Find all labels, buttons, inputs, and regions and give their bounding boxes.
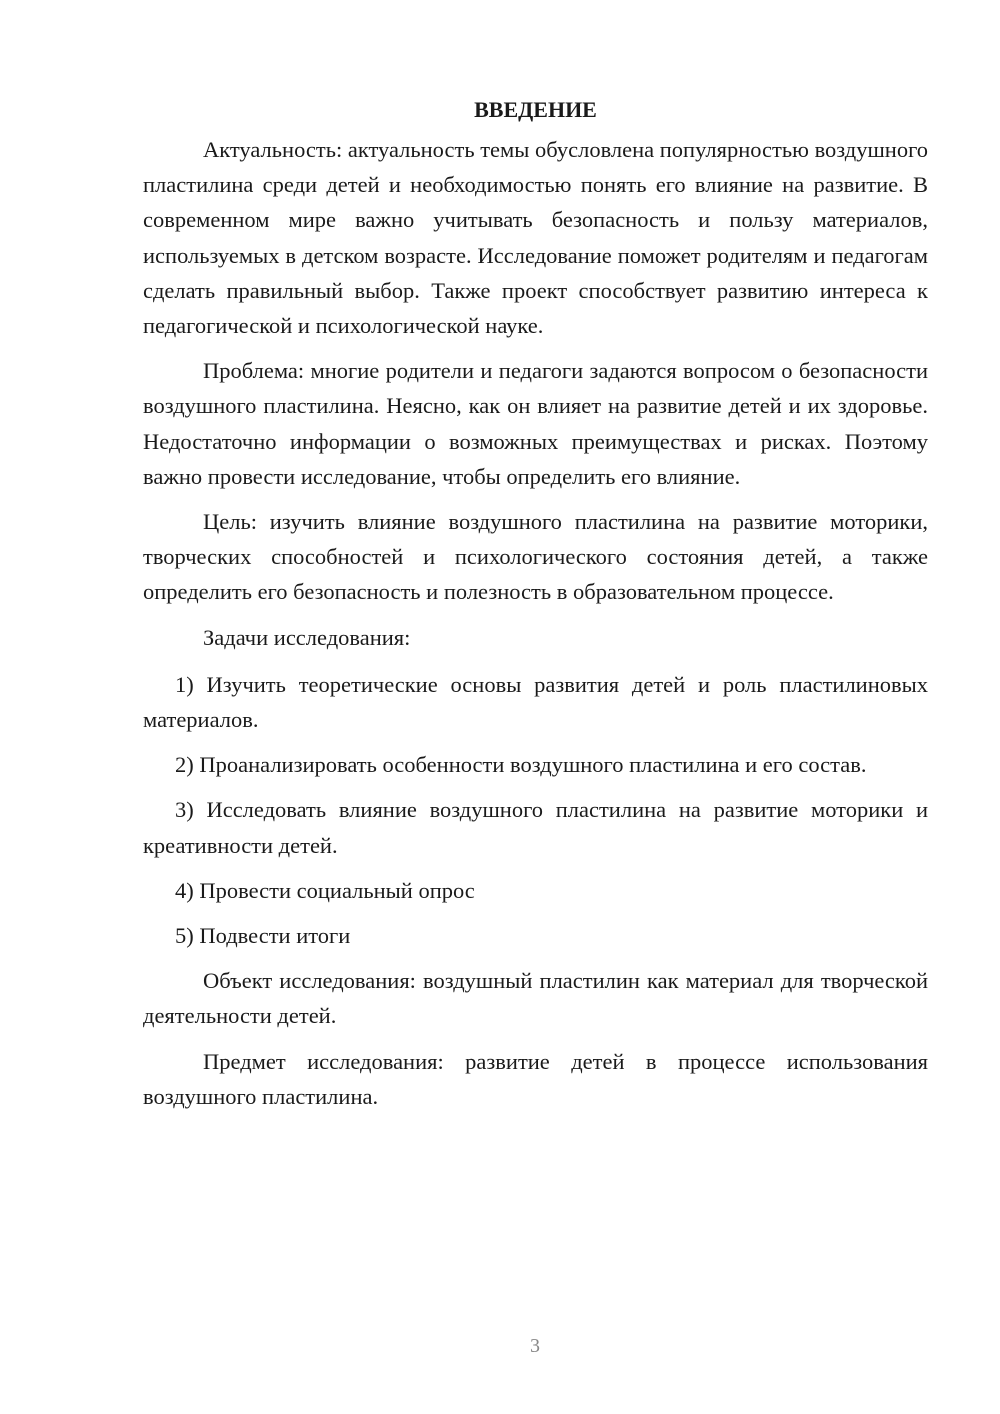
relevance-paragraph: Актуальность: актуальность темы обусловлена популярностью воздушного пластилина среди детей и необходимостью понять его влияние на развитие. В современном мире важно учитывать безопасность и пользу материалов, используемых в детском возрасте. Исследование поможет родителям и педагогам сделать правильный выбор. Также проект способствует развитию интереса к педагогической и психологической науке. [143,137,928,339]
task-item-3: 3) Исследовать влияние воздушного пластилина на развитие моторики и креативности детей. [143,797,928,858]
document-body [143,92,928,1124]
task-item-2: 2) Проанализировать особенности воздушного пластилина и его состав. [175,752,867,778]
goal-paragraph: Цель: изучить влияние воздушного пластилина на развитие моторики, творческих способностей и психологического состояния детей, а также определить его безопасность и полезность в образовательном процессе. [143,509,928,605]
task-item-4: 4) Провести социальный опрос [175,877,475,903]
problem-paragraph: Проблема: многие родители и педагоги задаются вопросом о безопасности воздушного пластилина. Неясно, как он влияет на развитие детей и их здоровье. Недостаточно информации о возможных преимуществах и рисках. Поэтому важно провести исследование, чтобы определить его влияние. [143,358,928,489]
subject-paragraph: Предмет исследования: развитие детей в процессе использования воздушного пластилина. [143,1048,928,1109]
tasks-heading: Задачи исследования: [203,624,411,650]
task-item-5: 5) Подвести итоги [175,923,351,949]
page-number: 3 [530,1335,540,1357]
object-paragraph: Объект исследования: воздушный пластилин как материал для творческой деятельности детей. [143,968,928,1029]
task-item-1: 1) Изучить теоретические основы развития детей и роль пластилиновых материалов. [143,671,928,733]
page-title: ВВЕДЕНИЕ [474,97,597,122]
